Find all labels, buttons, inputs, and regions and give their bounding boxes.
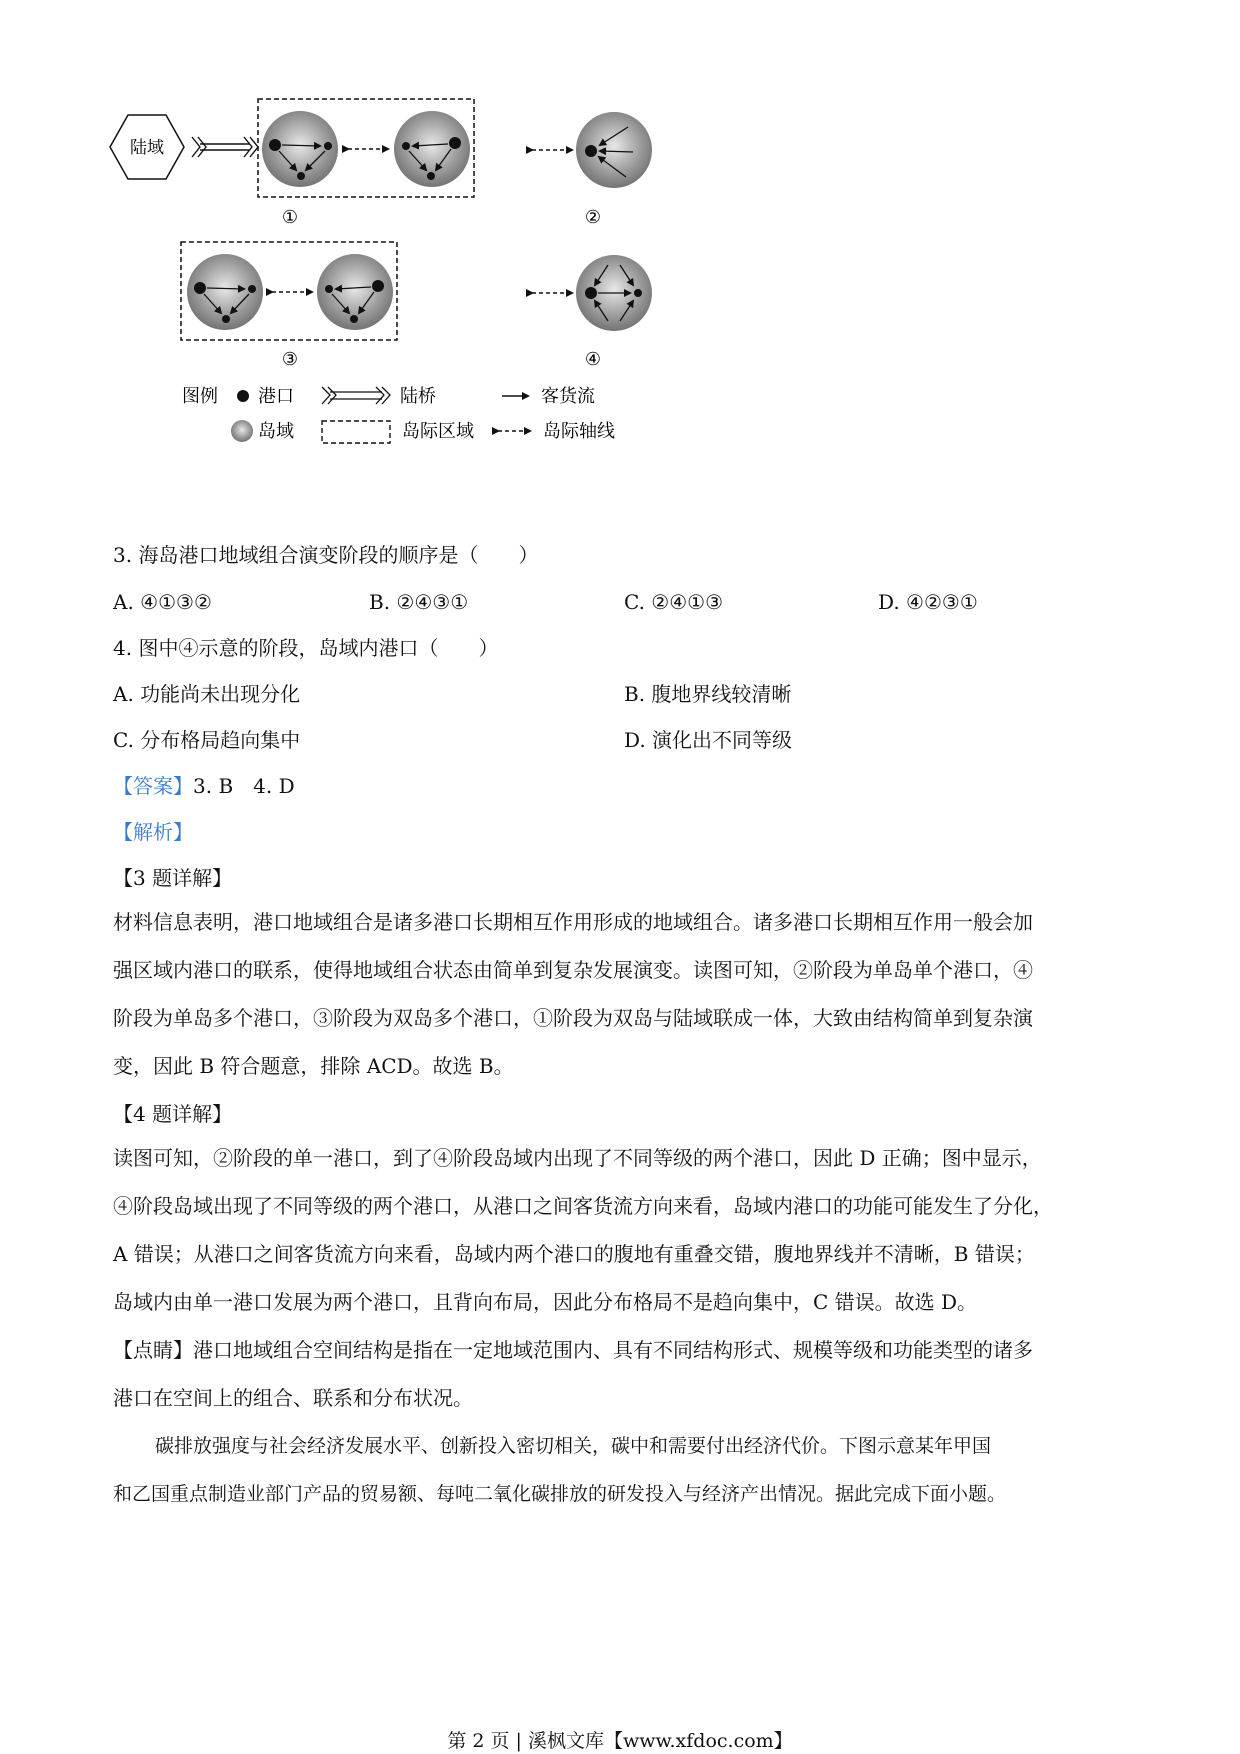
tip-line: 【点睛】港口地域组合空间结构是指在一定地域范围内、具有不同结构形式、规模等级和功能类型的诸多 (113, 1338, 1033, 1362)
island-1a (262, 111, 338, 187)
legend-inter-island-region: 岛际区域 (402, 421, 474, 442)
island-2 (576, 112, 652, 188)
detail-3-line: 强区域内港口的联系，使得地域组合状态由简单到复杂发展演变。读图可知，②阶段为单岛单个港口，④ (113, 958, 1033, 982)
legend-port: 港口 (258, 386, 294, 407)
legend-island: 岛域 (258, 421, 294, 442)
detail-3-title: 【3 题详解】 (113, 866, 233, 890)
island-4 (576, 255, 652, 331)
intro-paragraph (113, 1422, 1133, 1518)
tip-line: 港口在空间上的组合、联系和分布状况。 (113, 1386, 473, 1410)
q4-option-b: B. 腹地界线较清晰 (624, 682, 792, 706)
detail-4-line: A 错误；从港口之间客货流方向来看，岛域内两个港口的腹地有重叠交错，腹地界线并不清晰，B 错误； (113, 1242, 1035, 1266)
q3-option-a: A. ④①③② (113, 590, 212, 614)
tip-body (113, 1326, 1133, 1422)
legend-inter-island-axis: 岛际轴线 (543, 421, 615, 442)
stage-label-4: ④ (584, 349, 602, 370)
detail-4-body (113, 1134, 1133, 1326)
intro-line: 碳排放强度与社会经济发展水平、创新投入密切相关，碳中和需要付出经济代价。下图示意某年甲国 (155, 1435, 992, 1457)
question-4-stem: 4. 图中④示意的阶段，岛域内港口（ ） (113, 636, 499, 660)
island-3a (187, 254, 263, 330)
detail-3-line: 变，因此 B 符合题意，排除 ACD。故选 B。 (113, 1054, 514, 1078)
detail-4-title: 【4 题详解】 (113, 1102, 233, 1126)
analysis-tag: 【解析】 (113, 820, 193, 844)
detail-4-line: 岛域内由单一港口发展为两个港口，且背向布局，因此分布格局不是趋向集中，C 错误。故选 D。 (113, 1290, 978, 1314)
legend-island-swatch (231, 420, 253, 442)
land-bridge-symbol (192, 137, 258, 157)
island-1b (394, 111, 470, 187)
q3-option-c: C. ②④①③ (624, 590, 724, 614)
q3-option-b: B. ②④③① (369, 590, 469, 614)
legend-title: 图例 (182, 386, 218, 407)
legend-region-swatch (322, 421, 390, 443)
question-3-stem: 3. 海岛港口地域组合演变阶段的顺序是（ ） (113, 543, 539, 567)
q4-option-a: A. 功能尚未出现分化 (113, 682, 301, 706)
land-hexagon (110, 115, 184, 179)
stage-label-3: ③ (281, 349, 299, 370)
legend-flow: 客货流 (541, 386, 595, 407)
island-3b (317, 254, 393, 330)
intro-line: 和乙国重点制造业部门产品的贸易额、每吨二氧化碳排放的研发投入与经济产出情况。据此完成下面小题。 (113, 1483, 1007, 1505)
legend-land-bridge-icon (322, 387, 390, 404)
legend-port-dot (237, 390, 249, 402)
stage-label-1: ① (281, 207, 299, 228)
answer-text: 3. B 4. D (193, 774, 295, 798)
answer-line (113, 772, 295, 800)
detail-4-line: 读图可知，②阶段的单一港口，到了④阶段岛域内出现了不同等级的两个港口，因此 D 正确；图中显示， (113, 1146, 1042, 1170)
q3-option-d: D. ④②③① (878, 590, 978, 614)
detail-4-line: ④阶段岛域出现了不同等级的两个港口，从港口之间客货流方向来看，岛域内港口的功能可能发生了分化， (113, 1194, 1053, 1218)
detail-3-body (113, 898, 1133, 1090)
q4-option-d: D. 演化出不同等级 (624, 728, 793, 752)
land-label: 陆域 (130, 138, 164, 158)
detail-3-line: 材料信息表明，港口地域组合是诸多港口长期相互作用形成的地域组合。诸多港口长期相互作用一般会加 (113, 910, 1033, 934)
q4-option-c: C. 分布格局趋向集中 (113, 728, 301, 752)
page-footer: 第 2 页 | 溪枫文库【www.xfdoc.com】 (447, 1730, 793, 1752)
port-evolution-diagram (100, 95, 740, 495)
stage-label-2: ② (584, 207, 602, 228)
detail-3-line: 阶段为单岛多个港口，③阶段为双岛多个港口，①阶段为双岛与陆域联成一体，大致由结构简单到复杂演 (113, 1006, 1033, 1030)
legend-land-bridge: 陆桥 (400, 386, 436, 407)
answer-tag: 【答案】 (113, 774, 193, 798)
tip-title: 【点睛】 (113, 1338, 193, 1362)
